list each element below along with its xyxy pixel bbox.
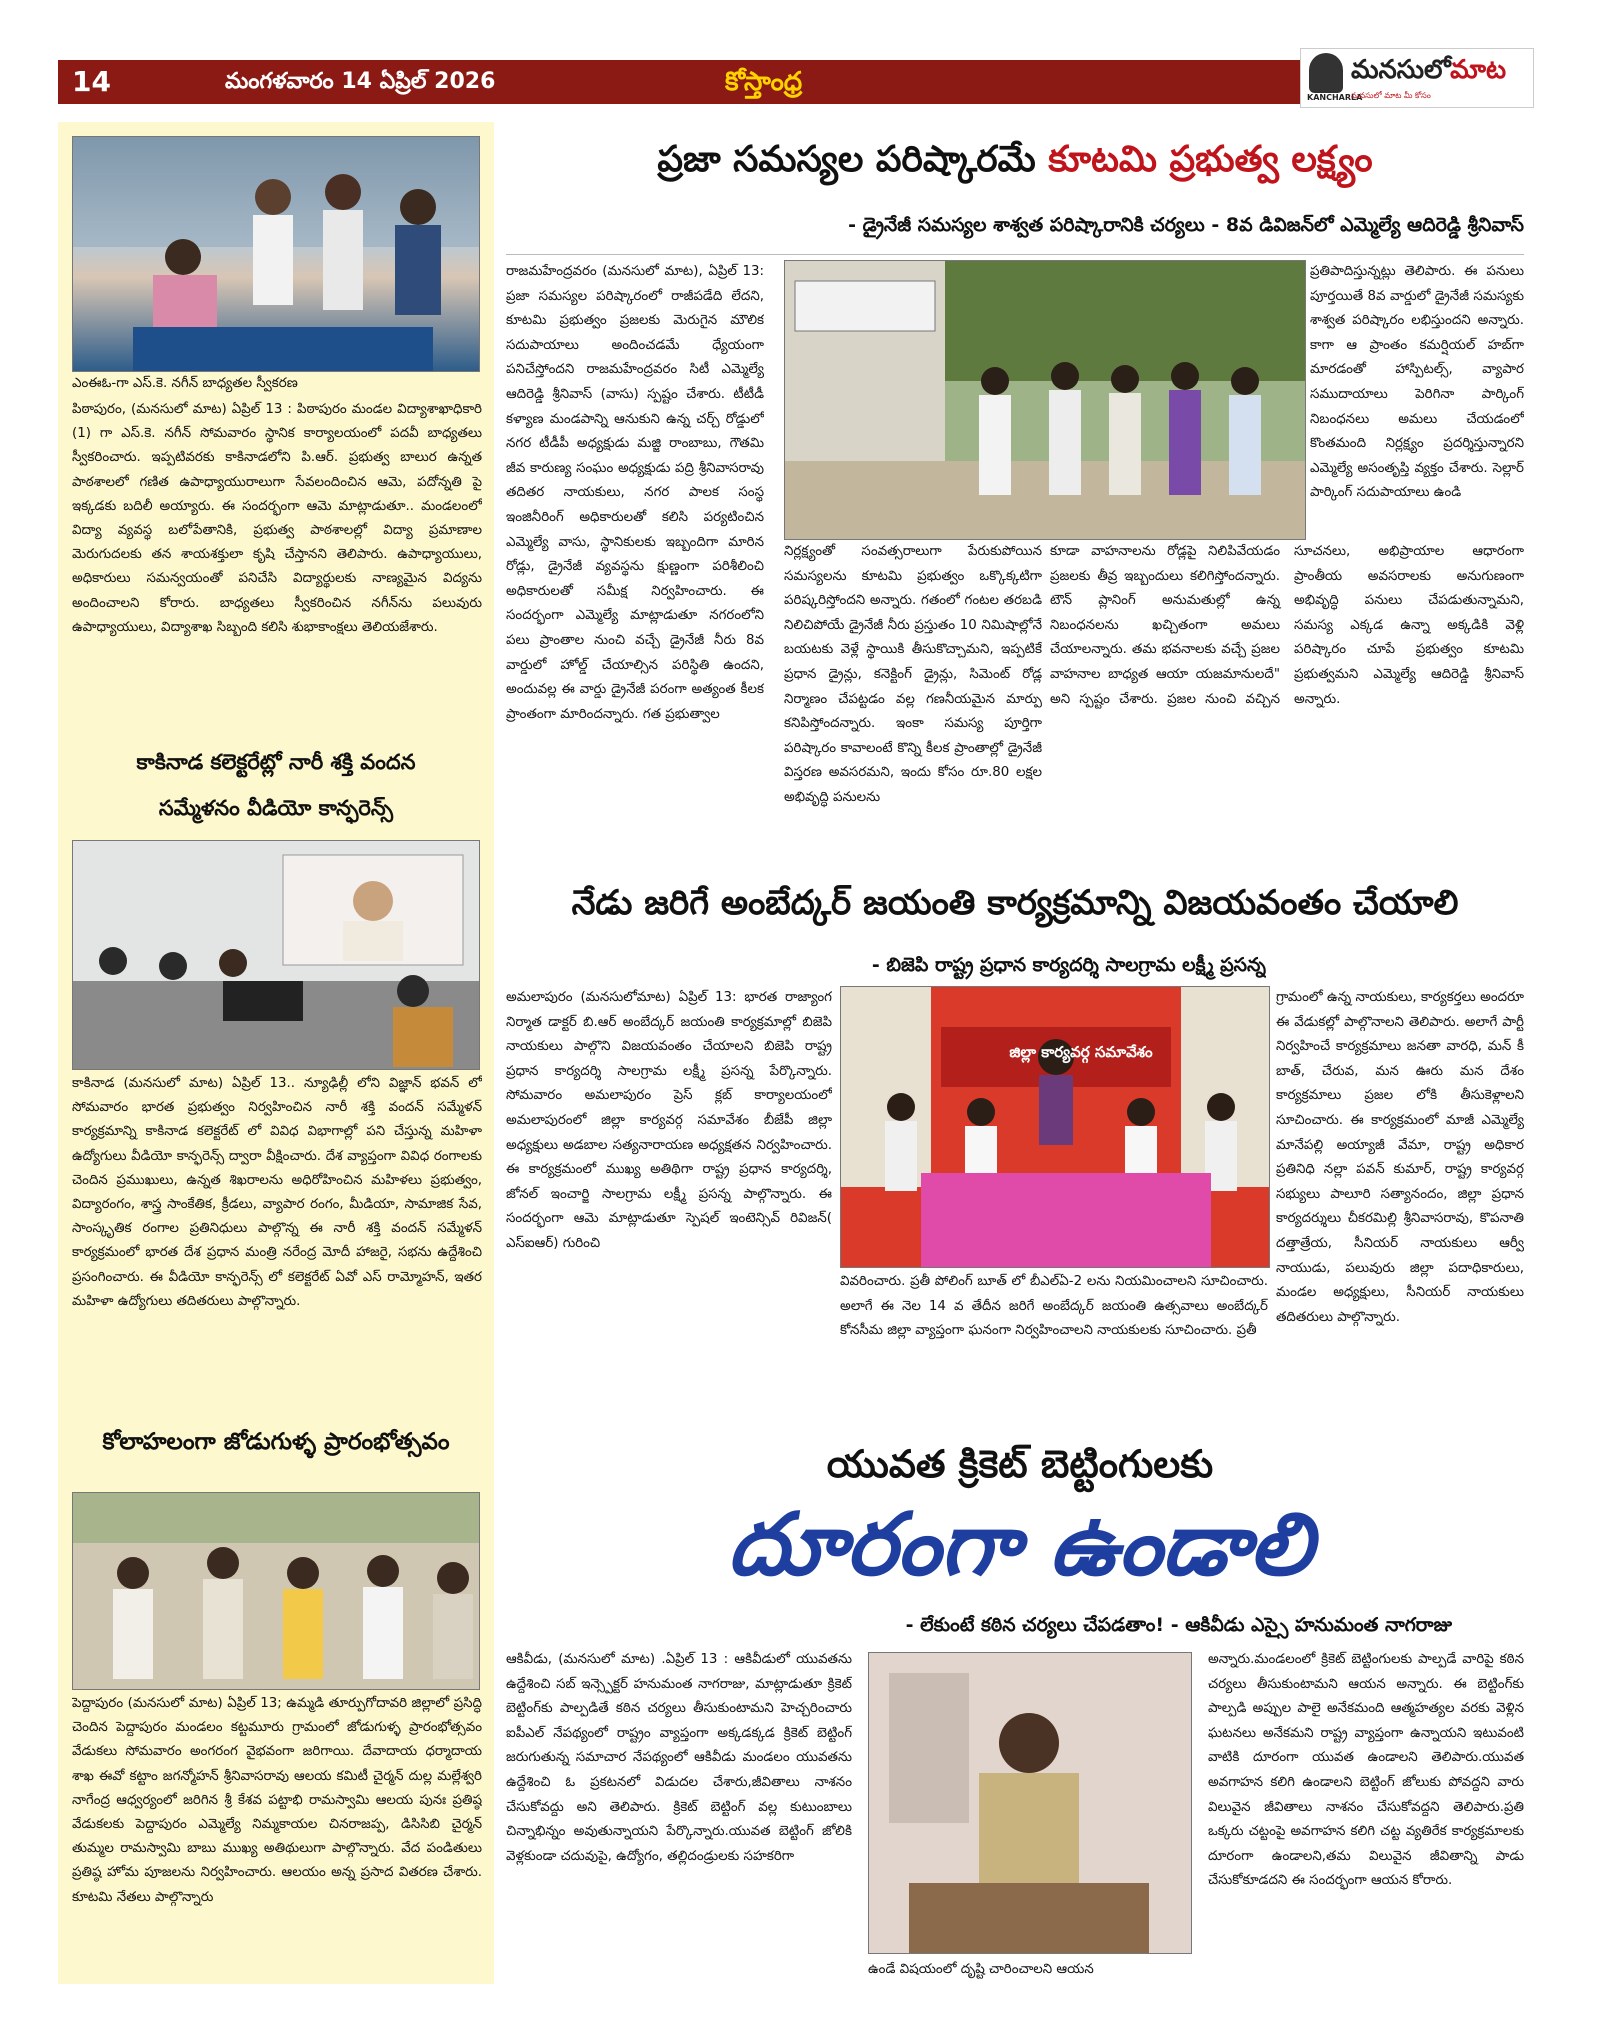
article1-photo-mla-inspection: [784, 260, 1306, 540]
logo-founder-name: KANCHARLA: [1307, 93, 1363, 102]
photo-people-illustration: [73, 137, 479, 371]
story-body-kakinada: కాకినాడ (మనసులో మాట) ఏప్రిల్ 13.. న్యూఢిల్లీ లోని విజ్ఞాన్ భవన్ లో సోమవారం భారత ప్రభుత్వం నిర్వహించిన నారీ శక్తి వందన్ సమ్మేళన్ కార్యక్రమాన్ని కాకినాడ కలెక్టరేట్ లో వివిధ విభాగాల్లో పని చేస్తున్న మహిళా ఉద్యోగులు వీడియో కాన్ఫరెన్స్ ద్వారా వీక్షించారు. దేశ వ్యాప్తంగా వివిధ రంగాలకు చెందిన ప్రముఖులు, ఉన్నత శిఖరాలను అధిరోహించిన మహిళలు ప్రభుత్వం, విద్యారంగం, శాస్త్ర సాంకేతిక, క్రీడలు, వ్యాపార రంగం, మీడియా, సామాజిక సేవ, సాంస్కృతిక రంగాల ప్రతినిధులు పాల్గొన్న ఈ నారీ శక్తి వందన్ సమ్మేళన్ కార్యక్రమంలో భారత దేశ ప్రధాన మంత్రి నరేంద్ర మోదీ హాజరై, సభను ఉద్దేశించి ప్రసంగించారు. ఈ వీడియో కాన్ఫరెన్స్ లో కలెక్టరేట్ ఏవో ఎస్ రామ్మోహన్, ఇతర మహిళా ఉద్యోగులు తదితరులు పాల్గొన్నారు.: [72, 1076, 482, 1309]
article1-column-1: రాజమహేంద్రవరం (మనసులో మాట), ఏప్రిల్ 13: ప్రజా సమస్యల పరిష్కారంలో రాజీపడేది లేదని, కూటమి ప్రభుత్వం ప్రజలకు మెరుగైన మౌలిక సదుపాయాలు అందించడమే ధ్యేయంగా పనిచేస్తోందని రాజమహేంద్రవరం సిటీ ఎమ్మెల్యే ఆదిరెడ్డి శ్రీనివాస్ (వాసు) స్పష్టం చేశారు. టీటీడీ కళ్యాణ మండపాన్ని ఆనుకుని ఉన్న చర్చ్ రోడ్డులో నగర టీడీపీ అధ్యక్షుడు మజ్జి రాంబాబు, గౌతమి జీవ కారుణ్య సంఘం అధ్యక్షుడు పద్రి శ్రీనివాసరావు తదితర నాయకులు, నగర పాలక సంస్థ ఇంజినీరింగ్ అధికారులతో కలిసి పర్యటించిన ఎమ్మెల్యే వాసు, స్థానికులకు ఇబ్బందిగా మారిన రోడ్లు, డ్రైనేజీ వ్యవస్థను క్షుణ్ణంగా పరిశీలించి అధికారులతో సమీక్ష నిర్వహించారు. ఈ సందర్భంగా ఎమ్మెల్యే మాట్లాడుతూ నగరంలోని పలు ప్రాంతాల నుంచి వచ్చే డ్రైనేజీ నీరు 8వ వార్డులో హోల్డ్ చేయాల్సిన పరిస్థితి ఉందని, అందువల్ల ఈ వార్డు డ్రైనేజీ పరంగా అత్యంత కీలక ప్రాంతంగా మారిందన్నారు. గత ప్రభుత్వాల: [506, 264, 764, 722]
story-headline-kakinada-line2: సమ్మేళనం వీడియో కాన్ఫరెన్స్: [158, 796, 394, 820]
photo-officer-illustration: [869, 1653, 1191, 1953]
story-body-meo: పిఠాపురం, (మనసులో మాట) ఏప్రిల్ 13 : పిఠాపురం మండల విద్యాశాఖాధికారి (1) గా ఎస్.కె. నగీన్ సోమవారం స్థానిక కార్యాలయంలో పదవీ బాధ్యతలు స్వీకరించారు. ఇప్పటివరకు కాకినాడలోని పి.ఆర్. ప్రభుత్వ బాలుర ఉన్నత పాఠశాలలో గణిత ఉపాధ్యాయురాలుగా సేవలందించిన ఆమె, పదోన్నతి పై ఇక్కడకు బదిలీ అయ్యారు. ఈ సందర్భంగా ఆమె మాట్లాడుతూ.. మండలంలో విద్యా వ్యవస్థ బలోపేతానికి, ప్రభుత్వ పాఠశాలల్లో విద్యా ప్రమాణాల మెరుగుదలకు తన శాయశక్తులా కృషి చేస్తానని తెలిపారు. ఉపాధ్యాయులు, అధికారులు సమన్వయంతో పనిచేసి విద్యార్థులకు నాణ్యమైన విద్యను అందించాలని కోరారు. బాధ్యతలు స్వీకరించిన నగీన్‌ను పలువురు ఉపాధ్యాయులు, విద్యాశాఖ సిబ్బంది కలిసి శుభాకాంక్షలు తెలియజేశారు.: [72, 402, 482, 635]
article1-column-3: కూడా వాహనాలను రోడ్లపై నిలిపివేయడం ప్రజలకు తీవ్ర ఇబ్బందులు కలిగిస్తోందన్నారు. టౌన్ ప్లానింగ్ అనుమతుల్లో ఉన్న నిబంధనలను ఖచ్చితంగా అమలు చేయాలన్నారు. తమ భవనాలకు వచ్చే ప్రజల వాహనాల బాధ్యత ఆయా యజమానులదే" అని స్పష్టం చేశారు. ప్రజల నుంచి వచ్చిన సూచనలు, అభిప్రాయాల ఆధారంగా ప్రాంతీయ అవసరాలకు అనుగుణంగా అభివృద్ధి పనులు చేపడుతున్నామని, సమస్య ఎక్కడ ఉన్నా అక్కడికి వెళ్లి పరిష్కారం చూపే ప్రభుత్వం కూటమి ప్రభుత్వమని ఎమ్మెల్యే ఆదిరెడ్డి శ్రీనివాస్ అన్నారు.: [1050, 544, 1524, 707]
article1-subhead: - డ్రైనేజీ సమస్యల శాశ్వత పరిష్కారానికి చర్యలు - 8వ డివిజన్‌లో ఎమ్మెల్యే ఆదిరెడ్డి శ్రీనివాస్: [848, 214, 1524, 236]
logo-word-1: మనసులో: [1351, 55, 1451, 85]
logo-word-2: మాట: [1450, 55, 1507, 85]
article1-column-2: నిర్లక్ష్యంతో సంవత్సరాలుగా పేరుకుపోయిన సమస్యలను కూటమి ప్రభుత్వం ఒక్కొక్కటిగా పరిష్కరిస్తోందని అన్నారు. గతంలో గంటల తరబడి నిలిచిపోయే డ్రైనేజీ నీరు ప్రస్తుతం 10 నిమిషాల్లోనే బయటకు వెళ్లే స్థాయికి తీసుకొచ్చామని, ఇప్పటికే ప్రధాన డ్రైన్లు, కనెక్టింగ్ డ్రైన్లు, సిమెంట్ రోడ్ల నిర్మాణం చేపట్టడం వల్ల గణనీయమైన మార్పు కనిపిస్తోందన్నారు. ఇంకా సమస్య పూర్తిగా పరిష్కారం కావాలంటే కొన్ని కీలక ప్రాంతాల్లో డ్రైనేజీ విస్తరణ అవసరమని, ఇందు కోసం రూ.80 లక్షల అభివృద్ధి పనులను: [784, 544, 1042, 805]
article3-photo-si: [868, 1652, 1192, 1954]
article3-headline: దూరంగా ఉండాలి: [727, 1495, 1313, 1595]
article2-subhead: - బిజెపి రాష్ట్ర ప్రధాన కార్యదర్శి సాలగ్రామ లక్ష్మీ ప్రసన్న: [871, 954, 1266, 976]
story-headline-jodugullu: కోలాహలంగా జోడుగుళ్ళ ప్రారంభోత్సవం: [102, 1429, 450, 1455]
article2-headline: నేడు జరిగే అంబేద్కర్ జయంతి కార్యక్రమాన్ని విజయవంతం చేయాలి: [571, 883, 1459, 923]
article1-column-4: ప్రతిపాదిస్తున్నట్లు తెలిపారు. ఈ పనులు పూర్తయితే 8వ వార్డులో డ్రైనేజీ సమస్యకు శాశ్వత పరిష్కారం లభిస్తుందని అన్నారు. కాగా ఆ ప్రాంతం కమర్షియల్ హబ్‌గా మారడంతో హాస్పిటల్స్, వ్యాపార సముదాయాలు పెరిగినా పార్కింగ్ నిబంధనలు అమలు చేయడంలో కొంతమంది నిర్లక్ష్యం ప్రదర్శిస్తున్నారని ఎమ్మెల్యే అసంతృప్తి వ్యక్తం చేశారు. సెల్లార్ పార్కింగ్ సదుపాయాలు ఉండి: [1310, 264, 1524, 501]
photo-crowd-illustration: [73, 1493, 479, 1689]
divider: [506, 254, 1524, 255]
story-photo-meo: [72, 136, 480, 372]
article2-column-2: వివరించారు. ప్రతీ పోలింగ్ బూత్ లో బీఎల్ఏ-2 లను నియమించాలని సూచించారు. అలాగే ఈ నెల 14 వ తేదీన జరిగే అంబేద్కర్ జయంతి ఉత్సవాలు అంబేద్కర్ కోనసీమ జిల్లా వ్యాప్తంగా ఘనంగా నిర్వహించాలని నాయకులకు సూచించారు. ప్రతీ: [840, 1274, 1268, 1339]
article2-column-1: అమలాపురం (మనసులోమాట) ఏప్రిల్ 13: భారత రాజ్యాంగ నిర్మాత డాక్టర్ బి.ఆర్ అంబేద్కర్ జయంతి కార్యక్రమాల్లో బిజెపి నాయకులు పాల్గొని విజయవంతం చేయాలని బిజెపి రాష్ట్ర ప్రధాన కార్యదర్శి సాలగ్రామ లక్ష్మీ ప్రసన్న పేర్కొన్నారు. సోమవారం అమలాపురం ప్రెస్ క్లబ్ కార్యాలయంలో అమలాపురంలో జిల్లా కార్యవర్గ సమావేశం బీజేపీ జిల్లా అధ్యక్షులు అడబాల సత్యనారాయణ అధ్యక్షతన నిర్వహించారు. ఈ కార్యక్రమంలో ముఖ్య అతిథిగా రాష్ట్ర ప్రధాన కార్యదర్శి, జోనల్ ఇంచార్జి సాలగ్రామ లక్ష్మీ ప్రసన్న పాల్గొన్నారు. ఈ సందర్భంగా ఆమె మాట్లాడుతూ స్పెషల్ ఇంటెన్సివ్ రివిజన్( ఎస్ఐఆర్) గురించి: [506, 990, 832, 1251]
photo-street-inspection-illustration: [785, 261, 1305, 539]
story-photo-video-conference: [72, 840, 480, 1070]
article1-headline: [506, 130, 1524, 190]
article2-column-3: గ్రామంలో ఉన్న నాయకులు, కార్యకర్తలు అందరూ ఈ వేడుకల్లో పాల్గొనాలని తెలిపారు. అలాగే పార్టీ నిర్వహించే కార్యక్రమాలు జనతా వారధి, మన్ కీ బాత్, చేరువ, మన ఊరు మన దేశం కార్యక్రమాలు ప్రజల లోకి తీసుకెళ్లాలని సూచించారు. ఈ కార్యక్రమంలో మాజీ ఎమ్మెల్యే మానేపల్లి అయ్యాజీ వేమా, రాష్ట్ర అధికార ప్రతినిధి నల్లా పవన్ కుమార్, రాష్ట్ర కార్యవర్గ సభ్యులు పాలూరి సత్యానందం, జిల్లా ప్రధాన కార్యదర్శులు చీకరమిల్లి శ్రీనివాసరావు, కొపనాతి దత్తాత్రేయ, సీనియర్ నాయకులు ఆర్వీ నాయుడు, పలువురు జిల్లా పదాధికారులు, మండల అధ్యక్షులు, సీనియర్ నాయకులు తదితరులు పాల్గొన్నారు.: [1276, 990, 1524, 1325]
photo-meeting-illustration: [841, 987, 1269, 1267]
article3-kicker: యువత క్రికెట్ బెట్టింగులకు: [826, 1442, 1214, 1486]
founder-portrait-icon: [1309, 53, 1343, 93]
section-name: కోస్తాంధ్ర: [725, 67, 803, 97]
logo-wordmark: [1351, 55, 1506, 91]
page-number: 14: [72, 65, 111, 98]
story-body-jodugullu: పెద్దాపురం (మనసులో మాట) ఏప్రిల్ 13; ఉమ్మడి తూర్పుగోదావరి జిల్లాలో ప్రసిద్ధి చెందిన పెద్దాపురం మండలం కట్టమూరు గ్రామంలో జోడుగుళ్ళ ప్రారంభోత్సవం వేడుకలు సోమవారం అంగరంగ వైభవంగా జరిగాయి. దేవాదాయ ధర్మాదాయ శాఖ ఈవో కట్టాం జగన్మోహన్ శ్రీనివాసరావు ఆలయ కమిటీ చైర్మన్ దుల్ల మల్లేశ్వరి నాగేంద్ర ఆధ్వర్యంలో జరిగిన శ్రీ కేశవ పట్టాభి రామస్వామి ఆలయ పునః ప్రతిష్ఠ వేడుకలకు పెద్దాపురం ఎమ్మెల్యే నిమ్మకాయల చినరాజప్ప, డిసిసిబి చైర్మన్ తుమ్మల రామస్వామి బాబు ముఖ్య అతిథులుగా పాల్గొన్నారు. వేద పండితులు ప్రతిష్ఠ హోమ పూజలను నిర్వహించారు. ఆలయం అన్న ప్రసాద వితరణ చేశారు. కూటమి నేతలు పాల్గొన్నారు: [72, 1696, 482, 1905]
meeting-banner-text: జిల్లా కార్యవర్గ సమావేశం: [1009, 1043, 1153, 1061]
photo-caption: ఎంఈఓ-గా ఎస్.కె. నగీన్ బాధ్యతల స్వీకరణ: [72, 376, 298, 391]
issue-date: మంగళవారం 14 ఏప్రిల్ 2026: [225, 69, 496, 94]
logo-tagline: మనసులో మాట మీ కోసం: [1351, 91, 1431, 100]
article2-photo-bjp-meeting: [840, 986, 1270, 1268]
photo-conference-illustration: [73, 841, 479, 1069]
article1-headline-red: కూటమి ప్రభుత్వ లక్ష్యం: [1048, 139, 1373, 180]
newspaper-logo: [1300, 48, 1534, 108]
story-headline-kakinada-line1: కాకినాడ కలెక్టరేట్లో నారీ శక్తి వందన: [136, 750, 416, 774]
article3-column-2: ఉండే విషయంలో దృష్టి చారించాలని ఆయన: [868, 1962, 1094, 1977]
article3-column-1: ఆకివీడు, (మనసులో మాట) .ఏప్రిల్ 13 : ఆకివీడులో యువతను ఉద్దేశించి సబ్ ఇన్స్పెక్టర్ హనుమంత నాగరాజు, మాట్లాడుతూ క్రికెట్ బెట్టింగ్‌కు పాల్పడితే కఠిన చర్యలు తీసుకుంటామని హెచ్చరించారు ఐపీఎల్ నేపథ్యంలో రాష్ట్రం వ్యాప్తంగా అక్కడక్కడ క్రికెట్ బెట్టింగ్ జరుగుతున్న సమాచార నేపథ్యంలో ఆకివీడు మండలం యువతను ఉద్దేశించి ఓ ప్రకటనలో విడుదల చేశారు,జీవితాలు నాశనం చేసుకోవద్దు అని తెలిపారు. క్రికెట్ బెట్టింగ్ వల్ల కుటుంబాలు చిన్నాభిన్నం అవుతున్నాయని పేర్కొన్నారు.యువత బెట్టింగ్ జోలికి వెళ్లకుండా చదువుపై, ఉద్యోగం, తల్లిదండ్రులకు సహకరిగా: [506, 1652, 852, 1864]
article3-subhead: - లేకుంటే కఠిన చర్యలు చేపడతాం! - ఆకివీడు ఎస్సై హనుమంత నాగరాజు: [905, 1614, 1452, 1636]
story-photo-temple-opening: [72, 1492, 480, 1690]
article3-column-3: అన్నారు.మండలంలో క్రికెట్ బెట్టింగులకు పాల్పడే వారిపై కఠిన చర్యలు తీసుకుంటామని ఆయన అన్నారు. ఈ బెట్టింగ్‌కు పాల్పడి అప్పుల పాలై అనేకమంది ఆత్మహత్యల వరకు వెళ్లిన ఘటనలు అనేకమని రాష్ట్ర వ్యాప్తంగా ఉన్నాయని ఇటువంటి వాటికి దూరంగా యువత ఉండాలని తెలిపారు.యువత అవగాహన కలిగి ఉండాలని బెట్టింగ్ జోలుకు పోవద్దని వారు విలువైన జీవితాలు నాశనం చేసుకోవద్దని తెలిపారు.ప్రతి ఒక్కరు చట్టంపై అవగాహన కలిగి చట్ట వ్యతిరేక కార్యక్రమాలకు దూరంగా ఉండాలని,తమ విలువైన జీవితాన్ని పాడు చేసుకోకూడదని ఈ సందర్భంగా ఆయన కోరారు.: [1208, 1652, 1524, 1889]
article1-headline-black: ప్రజా సమస్యల పరిష్కారమే: [657, 139, 1036, 180]
